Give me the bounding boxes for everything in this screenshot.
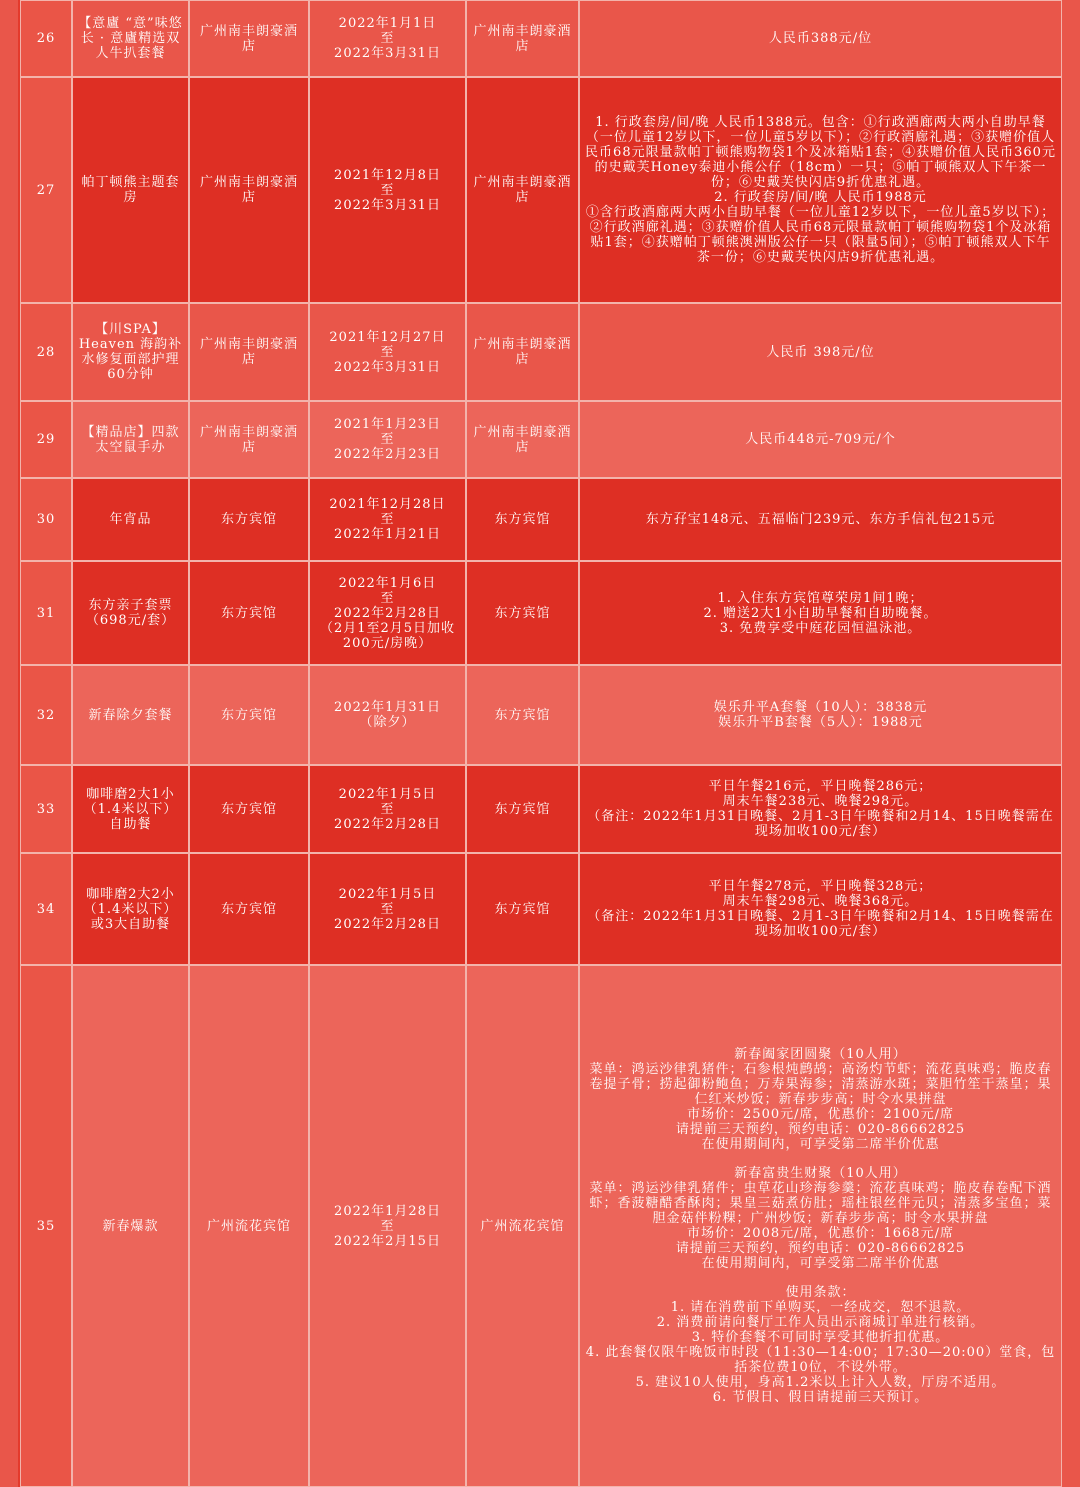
detail-line: 6. 节假日、假日请提前三天预订。	[712, 1390, 929, 1405]
venue-name: 东方宾馆	[466, 765, 579, 853]
date-range	[309, 0, 466, 77]
date-line: 至	[380, 182, 395, 198]
date-line: 2022年1月5日	[338, 786, 437, 802]
hotel-name: 东方宾馆	[189, 665, 309, 765]
detail-line: 新春阖家团圆聚（10人用）	[734, 1047, 907, 1062]
detail-line: 4. 此套餐仅限午晚饭市时段（11:30—14:00；17:30—20:00）堂食，包括茶位费10位，不设外带。	[585, 1345, 1056, 1375]
venue-name: 广州南丰朗豪酒店	[466, 77, 579, 303]
date-line: 2022年3月31日	[334, 359, 441, 375]
offer-detail	[579, 853, 1062, 965]
detail-line: 菜单：鸿运沙律乳猪件；石参根炖鹧鸪；高汤灼节虾；流花真味鸡；脆皮春卷提子骨；捞起御粉鲍鱼；万寿果海参；清蒸游水斑；菜胆竹笙干蒸皇；果仁红米炒饭；新春步步高；时令水果拼盘	[589, 1062, 1052, 1107]
table-row	[20, 853, 1062, 965]
hotel-name: 东方宾馆	[189, 765, 309, 853]
row-number: 32	[20, 665, 72, 765]
date-range	[309, 561, 466, 665]
date-line: 2022年2月23日	[334, 447, 441, 462]
detail-line: 3. 免费享受中庭花园恒温泳池。	[719, 620, 922, 636]
date-line: 至	[380, 31, 395, 46]
date-line: 2022年3月31日	[334, 197, 441, 213]
offer-detail	[579, 561, 1062, 665]
package-block	[584, 1047, 1057, 1152]
table-row	[20, 77, 1062, 303]
date-line: 至	[380, 512, 395, 527]
item-name: 咖啡磨2大2小（1.4米以下）或3大自助餐	[72, 853, 189, 965]
left-border-strip	[0, 0, 18, 1487]
date-range	[309, 665, 466, 765]
row-number: 26	[20, 0, 72, 77]
venue-name: 广州流花宾馆	[466, 965, 579, 1487]
terms-block	[584, 1285, 1057, 1405]
detail-line: 娱乐升平B套餐（5人）：1988元	[718, 715, 923, 730]
item-name: 新春除夕套餐	[72, 665, 189, 765]
detail-line: 1. 入住东方宾馆尊荣房1间1晚；	[717, 590, 924, 606]
venue-name: 广州南丰朗豪酒店	[466, 303, 579, 401]
table-row	[20, 665, 1062, 765]
date-line: 2022年1月5日	[338, 886, 437, 902]
detail-line: 菜单：鸿运沙律乳猪件；虫草花山珍海参羹；流花真味鸡；脆皮春卷配下酒虾；香菠糖醋香酥肉；果皇三菇煮仿肚；瑶柱银丝伴元贝；清蒸多宝鱼；菜胆金菇伴粉粿；广州炒饭；新春步步高；时令水果拼盘	[589, 1181, 1052, 1226]
date-range	[309, 478, 466, 561]
table-row	[20, 965, 1062, 1487]
date-line: 至	[380, 432, 395, 447]
detail-line: 1. 请在消费前下单购买，一经成交，恕不退款。	[670, 1300, 971, 1315]
table-row	[20, 303, 1062, 401]
hotel-name: 广州南丰朗豪酒店	[189, 303, 309, 401]
date-line: 2022年3月31日	[334, 46, 441, 61]
detail-line: 使用条款：	[785, 1285, 856, 1300]
venue-name: 广州南丰朗豪酒店	[466, 401, 579, 478]
date-line: 至	[380, 344, 395, 360]
date-line: 2022年2月15日	[334, 1233, 441, 1249]
date-line: 至	[380, 901, 395, 917]
date-line: 2021年12月8日	[334, 167, 441, 183]
date-range	[309, 853, 466, 965]
detail-line: 人民币388元/位	[768, 31, 873, 46]
date-line: 2022年1月28日	[334, 1203, 441, 1219]
detail-line: 周末午餐238元、晚餐298元。	[722, 794, 919, 809]
date-range	[309, 401, 466, 478]
detail-line: 1. 行政套房/间/晚 人民币1388元。包含：①行政酒廊两大两小自助早餐（一位儿童12岁以下，一位儿童5岁以下）；②行政酒廊礼遇；③获赠价值人民币68元限量款帕丁顿熊购物袋1个及冰箱贴1套；④获赠价值人民币360元的史戴芙Honey泰迪小熊公仔（18cm）一只；⑤帕丁顿熊双人下午茶一份；⑥史戴芙快闪店9折优惠礼遇。	[585, 115, 1056, 190]
detail-line: 请提前三天预约，预约电话：020-86662825	[675, 1122, 966, 1137]
date-range	[309, 965, 466, 1487]
detail-line: 人民币448元-709元/个	[745, 432, 896, 447]
date-line: 2021年1月23日	[334, 417, 441, 432]
detail-line: 东方孖宝148元、五福临门239元、东方手信礼包215元	[645, 512, 996, 527]
date-line: 2022年1月1日	[338, 16, 437, 31]
detail-line: 新春富贵生财聚（10人用）	[734, 1166, 907, 1181]
item-name: 【川SPA】Heaven 海韵补水修复面部护理60分钟	[72, 303, 189, 401]
hotel-name: 广州南丰朗豪酒店	[189, 401, 309, 478]
date-line: 2021年12月28日	[329, 497, 446, 512]
offer-detail	[579, 0, 1062, 77]
block-spacer	[584, 1152, 1057, 1166]
item-name: 年宵品	[72, 478, 189, 561]
hotel-name: 广州南丰朗豪酒店	[189, 77, 309, 303]
offer-detail	[579, 765, 1062, 853]
detail-line: 市场价：2500元/席，优惠价：2100元/席	[687, 1107, 954, 1122]
table-row	[20, 401, 1062, 478]
date-line: 至	[380, 801, 395, 817]
hotel-name: 东方宾馆	[189, 561, 309, 665]
item-name: 【精品店】四款太空鼠手办	[72, 401, 189, 478]
row-number: 29	[20, 401, 72, 478]
detail-line: 5. 建议10人使用，身高1.2米以上计入人数，厅房不适用。	[635, 1375, 1006, 1390]
detail-line: 在使用期间内，可享受第二席半价优惠	[701, 1256, 940, 1271]
detail-line: 请提前三天预约，预约电话：020-86662825	[675, 1241, 966, 1256]
date-line: 至	[380, 1218, 395, 1234]
date-range	[309, 77, 466, 303]
date-line: 2021年12月27日	[329, 329, 446, 345]
date-line: 2022年2月28日	[334, 916, 441, 932]
offer-detail	[579, 401, 1062, 478]
detail-line: 3. 特价套餐不可同时享受其他折扣优惠。	[691, 1330, 950, 1345]
detail-line: （备注：2022年1月31日晚餐、2月1-3日午晚餐和2月14、15日晚餐需在现场加收100元/套）	[587, 809, 1054, 839]
item-name: 咖啡磨2大1小（1.4米以下）自助餐	[72, 765, 189, 853]
row-number: 35	[20, 965, 72, 1487]
detail-line: 娱乐升平A套餐（10人）：3838元	[713, 700, 928, 715]
hotel-name: 广州南丰朗豪酒店	[189, 0, 309, 77]
table-row	[20, 561, 1062, 665]
right-border-strip	[1062, 0, 1080, 1487]
item-name: 帕丁顿熊主题套房	[72, 77, 189, 303]
detail-line: ①含行政酒廊两大两小自助早餐（一位儿童12岁以下，一位儿童5岁以下）；②行政酒廊礼遇；③获赠价值人民币68元限量款帕丁顿熊购物袋1个及冰箱贴1套；④获赠帕丁顿熊澳洲版公仔一只（限量5间）；⑤帕丁顿熊双人下午茶一份；⑥史戴芙快闪店9折优惠礼遇。	[585, 205, 1056, 265]
date-line: （除夕）	[359, 715, 416, 730]
detail-line: 市场价：2008元/席，优惠价：1668元/席	[687, 1226, 954, 1241]
date-line: 2022年2月28日	[334, 605, 441, 621]
venue-name: 东方宾馆	[466, 853, 579, 965]
detail-line: 2. 赠送2大1小自助早餐和自助晚餐。	[703, 605, 938, 621]
table-row	[20, 478, 1062, 561]
hotel-name: 东方宾馆	[189, 478, 309, 561]
date-line: 2022年1月6日	[338, 575, 437, 591]
detail-line: 2. 消费前请向餐厅工作人员出示商城订单进行核销。	[656, 1315, 985, 1330]
package-block	[584, 1166, 1057, 1271]
promotion-table-body	[20, 0, 1062, 1487]
offer-detail	[579, 478, 1062, 561]
detail-line: 在使用期间内，可享受第二席半价优惠	[701, 1137, 940, 1152]
item-name: 新春爆款	[72, 965, 189, 1487]
item-name: 【意廬 “意”味悠长 · 意廬精选双人牛扒套餐	[72, 0, 189, 77]
row-number: 33	[20, 765, 72, 853]
date-line: 至	[380, 590, 395, 606]
hotel-name: 东方宾馆	[189, 853, 309, 965]
row-number: 34	[20, 853, 72, 965]
item-name: 东方亲子套票（698元/套）	[72, 561, 189, 665]
row-number: 31	[20, 561, 72, 665]
hotel-name: 广州流花宾馆	[189, 965, 309, 1487]
detail-line: 2. 行政套房/间/晚 人民币1988元	[714, 190, 927, 205]
row-number: 28	[20, 303, 72, 401]
offer-detail	[579, 77, 1062, 303]
date-range	[309, 765, 466, 853]
detail-line: 平日午餐278元，平日晚餐328元；	[708, 879, 933, 894]
row-number: 30	[20, 478, 72, 561]
row-number: 27	[20, 77, 72, 303]
venue-name: 东方宾馆	[466, 478, 579, 561]
promotion-table	[20, 0, 1062, 1487]
date-line: 2022年1月31日	[334, 700, 441, 715]
offer-detail	[579, 965, 1062, 1487]
offer-detail	[579, 665, 1062, 765]
table-row	[20, 765, 1062, 853]
date-line: 2022年2月28日	[334, 816, 441, 832]
detail-line: （备注：2022年1月31日晚餐、2月1-3日午晚餐和2月14、15日晚餐需在现场加收100元/套）	[587, 909, 1054, 939]
block-spacer	[584, 1271, 1057, 1285]
date-note: （2月1至2月5日加收200元/房晚）	[319, 620, 456, 651]
venue-name: 广州南丰朗豪酒店	[466, 0, 579, 77]
detail-line: 平日午餐216元，平日晚餐286元；	[708, 779, 933, 794]
detail-line: 人民币 398元/位	[766, 344, 875, 360]
venue-name: 东方宾馆	[466, 561, 579, 665]
venue-name: 东方宾馆	[466, 665, 579, 765]
table-row	[20, 0, 1062, 77]
detail-line: 周末午餐298元、晚餐368元。	[722, 894, 919, 909]
offer-detail	[579, 303, 1062, 401]
date-range	[309, 303, 466, 401]
date-line: 2022年1月21日	[334, 527, 441, 542]
